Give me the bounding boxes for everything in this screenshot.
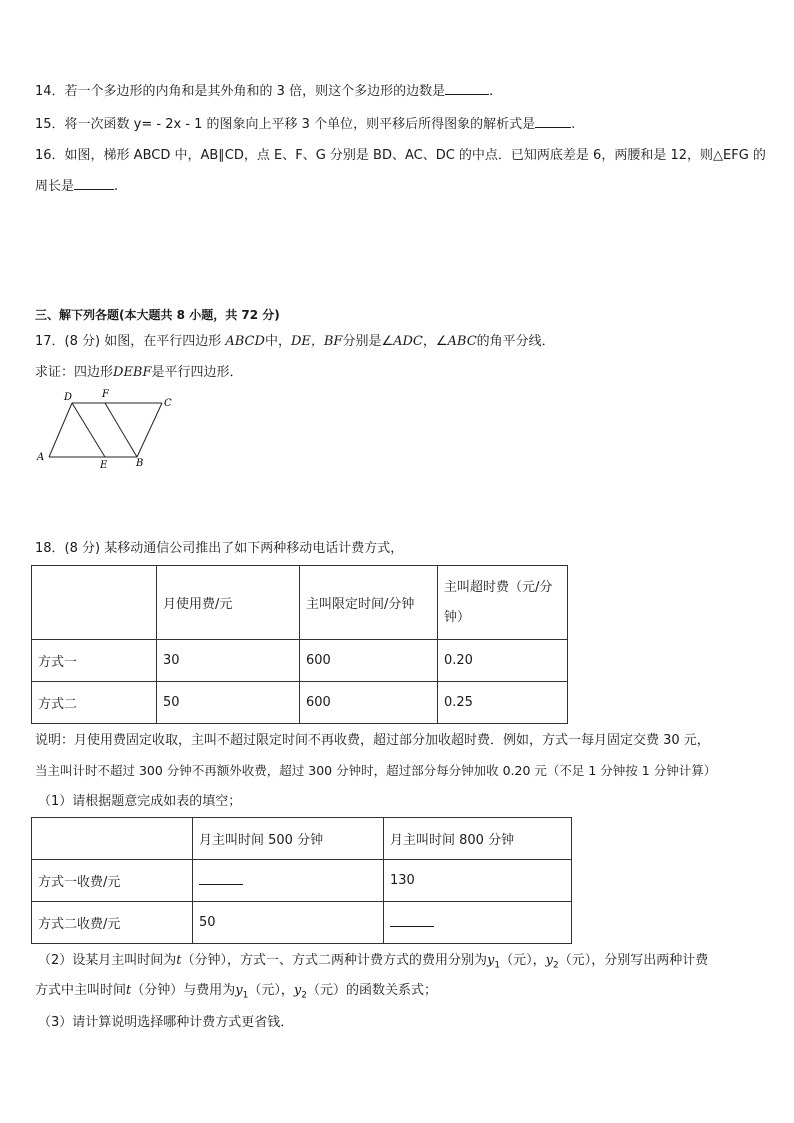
question-14 <box>35 82 493 101</box>
table-cell <box>32 566 157 640</box>
q17-prefix: 17．(8 分) 如图，在平行四边形 <box>35 334 222 349</box>
table-header: 月主叫时间 500 分钟 <box>193 818 384 860</box>
table-cell: 50 <box>193 902 384 944</box>
table-cell: 600 <box>300 640 438 682</box>
table-header <box>438 566 568 640</box>
table-row <box>32 818 572 860</box>
fee-table <box>31 565 568 724</box>
var-y2: y <box>545 953 553 968</box>
header-part-2: 钟） <box>444 609 471 625</box>
var-t: t <box>176 953 182 968</box>
table-cell: 方式一收费/元 <box>32 860 193 902</box>
table-header: 月使用费/元 <box>157 566 300 640</box>
segment-bf <box>105 403 137 457</box>
q18-yuan-1: （元）， <box>500 953 546 968</box>
table-row <box>32 566 568 640</box>
q16-answer-blank[interactable] <box>74 177 114 190</box>
q17-segments: DE，BF <box>290 334 343 349</box>
table-cell: 0.25 <box>438 682 568 724</box>
q14-text: 14．若一个多边形的内角和是其外角和的 3 倍，则这个多边形的边数是 <box>35 84 446 99</box>
fill-blank-800min-plan2[interactable] <box>390 914 434 927</box>
q18-note-line2: 当主叫计时不超过 300 分钟不再额外收费，超过 300 分钟时，超过部分每分钟加收 0.20 元（不足 1 分钟按 1 分钟计算） <box>35 763 717 778</box>
q18-subquestion-2-line2 <box>35 982 437 1005</box>
question-16-line1 <box>35 147 766 165</box>
q17-abcd: ABCD <box>225 334 265 349</box>
q14-period: . <box>489 84 494 99</box>
header-part-1: 主叫超时费（元/分 <box>444 579 553 595</box>
table-cell <box>193 860 384 902</box>
table-row <box>32 682 568 724</box>
q17-mid3: ，∠ <box>422 334 448 349</box>
q17-prove-prefix: 求证：四边形 <box>35 365 114 380</box>
table-header: 主叫限定时间/分钟 <box>300 566 438 640</box>
q18-sub2-text-b: （分钟），方式一、方式二两种计费方式的费用分别为 <box>181 953 488 968</box>
q18-sub2-text-a: （2）设某月主叫时间为 <box>38 953 177 968</box>
edge-cb <box>137 403 162 457</box>
q17-mid1: 中， <box>264 334 291 349</box>
question-18-intro: 18．(8 分) 某移动通信公司推出了如下两种移动电话计费方式， <box>35 541 404 556</box>
table-row <box>32 902 572 944</box>
subscript-1: 1 <box>242 990 249 1001</box>
label-a: A <box>37 452 45 463</box>
q18-note-line1: 说明：月使用费固定收取，主叫不超过限定时间不再收费，超过部分加收超时费．例如，方式一每月固定交费 30 元， <box>35 733 710 748</box>
table-cell: 方式二 <box>32 682 157 724</box>
q17-mid2: 分别是∠ <box>342 334 394 349</box>
table-header: 月主叫时间 800 分钟 <box>384 818 572 860</box>
q18-subquestion-3: （3）请计算说明选择哪种计费方式更省钱． <box>38 1015 294 1030</box>
table-cell: 方式二收费/元 <box>32 902 193 944</box>
q15-answer-blank[interactable] <box>535 115 571 128</box>
q15-text: 15．将一次函数 y= - 2x - 1 的图象向上平移 3 个单位，则平移后所得图象的解析式是 <box>35 117 536 132</box>
q17-debf: DEBF <box>113 365 152 380</box>
parallelogram-figure <box>32 385 182 473</box>
q18-subquestion-1: （1）请根据题意完成如表的填空； <box>38 794 242 809</box>
table-row <box>32 860 572 902</box>
segment-de <box>72 403 105 457</box>
q18-sub2-text-d: （分钟）与费用为 <box>131 983 236 998</box>
q18-yuan-3: （元）， <box>248 983 294 998</box>
q17-mid4: 的角平分线． <box>476 334 555 349</box>
label-b: B <box>136 458 144 469</box>
q16-text-line2: 周长是 <box>35 179 75 194</box>
q18-subquestion-2-line1 <box>38 952 708 975</box>
label-d: D <box>64 392 73 403</box>
table-cell: 方式一 <box>32 640 157 682</box>
q17-angle-adc: ADC <box>393 334 423 349</box>
q16-period: . <box>114 179 119 194</box>
table-cell <box>384 902 572 944</box>
subscript-2: 2 <box>553 960 559 971</box>
subscript-1: 1 <box>494 960 501 971</box>
q16-text-line1: 16．如图，梯形 ABCD 中，AB∥CD，点 E、F、G 分别是 BD、AC、DC 的中点．已知两底差是 6，两腰和是 12，则△EFG 的 <box>35 148 766 163</box>
table-cell: 50 <box>157 682 300 724</box>
label-e: E <box>100 460 108 471</box>
question-17 <box>35 333 555 351</box>
question-16-line2 <box>35 177 118 196</box>
label-f: F <box>102 389 109 400</box>
edge-ad <box>49 403 72 457</box>
q18-sub2-text-c: 方式中主叫时间 <box>35 983 127 998</box>
q18-yuan-2: （元），分别写出两种计费 <box>558 953 709 968</box>
label-c: C <box>164 398 172 409</box>
q14-answer-blank[interactable] <box>445 82 489 95</box>
var-y1: y <box>235 983 243 998</box>
q17-prove-suffix: 是平行四边形． <box>151 365 243 380</box>
table-cell: 30 <box>157 640 300 682</box>
section-3-title: 三、解下列各题(本大题共 8 小题，共 72 分) <box>35 308 280 322</box>
table-cell: 130 <box>384 860 572 902</box>
var-t: t <box>126 983 132 998</box>
table-row <box>32 640 568 682</box>
table-cell: 0.20 <box>438 640 568 682</box>
var-y1: y <box>487 953 495 968</box>
subscript-2: 2 <box>301 990 307 1001</box>
q15-period: . <box>571 117 576 132</box>
table-cell: 600 <box>300 682 438 724</box>
question-17-prove <box>35 364 243 382</box>
charge-table <box>31 817 572 944</box>
q17-angle-abc: ABC <box>447 334 477 349</box>
var-y2: y <box>293 983 302 998</box>
fill-blank-500min-plan1[interactable] <box>199 872 243 885</box>
q18-yuan-4: （元）的函数关系式； <box>306 983 437 998</box>
table-cell <box>32 818 193 860</box>
question-15 <box>35 115 575 134</box>
